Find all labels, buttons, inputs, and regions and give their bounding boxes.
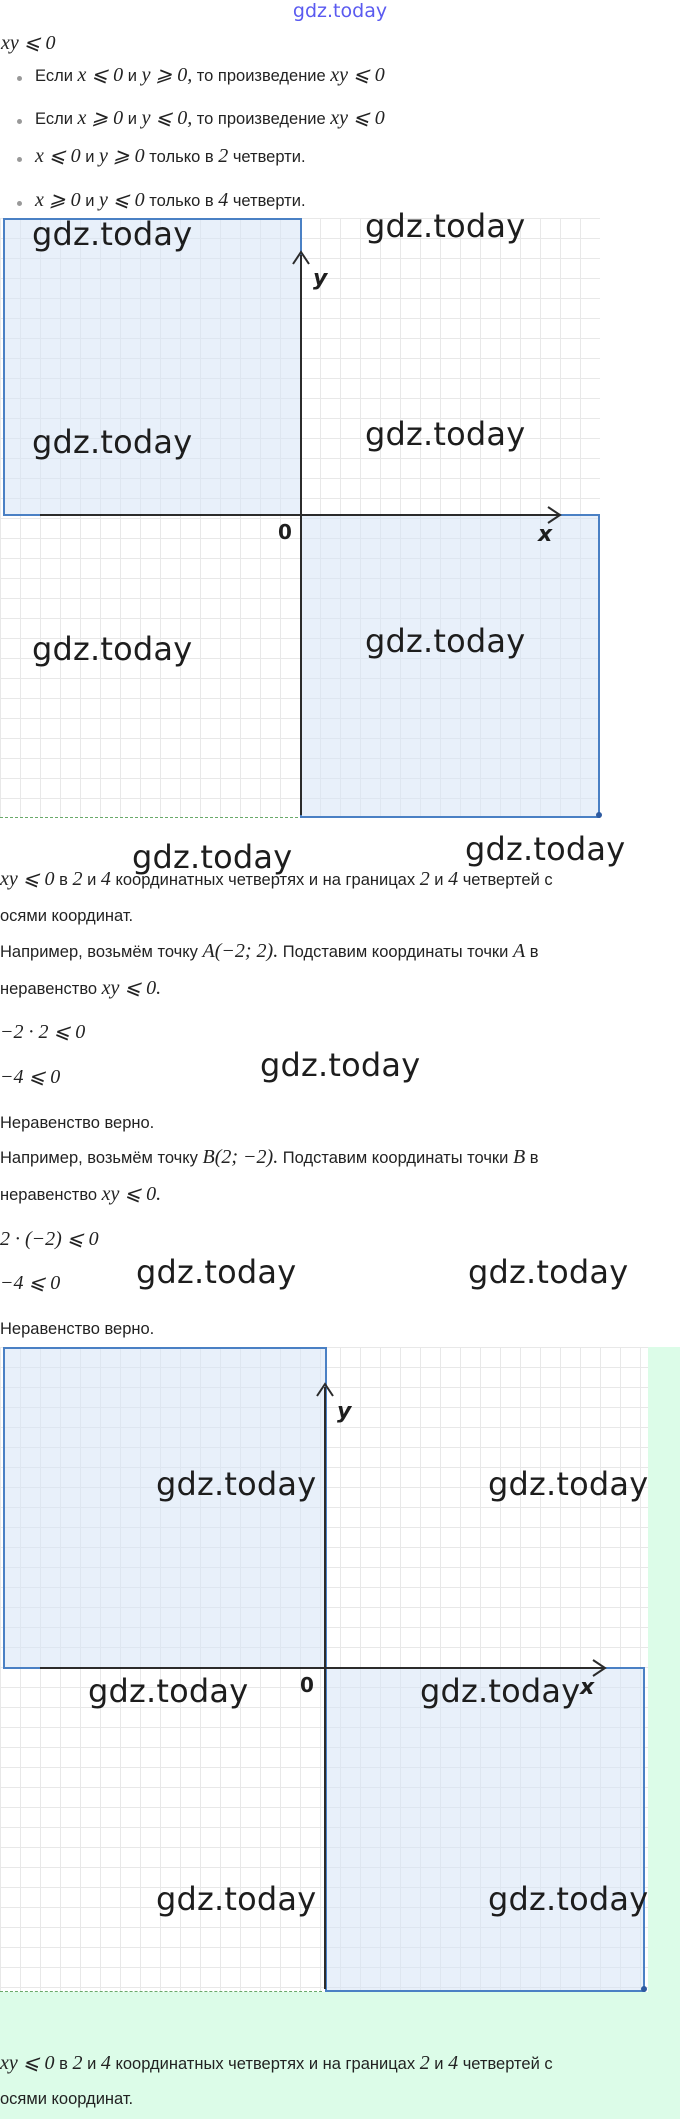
text: только в	[149, 192, 214, 210]
watermark: gdz.today	[465, 830, 626, 868]
math: y ⩽ 0,	[141, 107, 193, 129]
y-axis-label: y	[337, 1399, 352, 1424]
bullet-text	[35, 107, 385, 130]
math: B	[512, 1146, 526, 1168]
text: Например, возьмём точку	[0, 943, 198, 961]
result-text: Неравенство верно.	[0, 1320, 155, 1338]
text: и	[127, 67, 137, 85]
watermark: gdz.today	[488, 1465, 649, 1503]
text: Если	[35, 110, 73, 128]
text: Если	[35, 67, 73, 85]
watermark: gdz.today	[32, 423, 193, 461]
x-axis-label: x	[580, 1675, 595, 1700]
watermark: gdz.today	[260, 1046, 421, 1084]
example-a-line	[0, 940, 539, 963]
watermark: gdz.today	[468, 1253, 629, 1291]
watermark: gdz.today	[365, 415, 526, 453]
dashed-boundary	[0, 1991, 322, 1992]
quadrant-2-shade	[3, 1347, 327, 1669]
quadrant-4-shade	[325, 1667, 645, 1992]
calc-a-2: −4 ⩽ 0	[0, 1066, 61, 1088]
point-dot	[596, 812, 602, 818]
y-axis-label: y	[313, 266, 328, 291]
inequality-line	[0, 1183, 161, 1206]
text: координатных четвертях и на границах	[115, 871, 416, 889]
y-axis-arrow	[291, 250, 311, 270]
bullet-dot	[17, 157, 22, 162]
math: xy ⩽ 0	[0, 2052, 55, 2074]
text: в	[529, 1149, 539, 1167]
math: xy ⩽ 0	[0, 868, 55, 890]
x-axis-label: x	[538, 522, 553, 547]
math: A	[512, 940, 526, 962]
result-text: Неравенство верно.	[0, 1114, 155, 1132]
watermark: gdz.today	[365, 207, 526, 245]
calc-a-1: −2 · 2 ⩽ 0	[0, 1021, 86, 1043]
watermark: gdz.today	[32, 630, 193, 668]
answer-line	[0, 2052, 553, 2075]
bullet-dot	[17, 76, 22, 81]
dashed-boundary	[0, 817, 298, 818]
condition: xy ⩽ 0	[1, 32, 56, 54]
math: y ⩾ 0,	[141, 64, 193, 86]
text: то произведение	[196, 67, 326, 85]
watermark: gdz.today	[420, 1672, 581, 1710]
math: x ⩽ 0	[77, 64, 124, 86]
math: 2	[419, 868, 430, 890]
watermark: gdz.today	[365, 622, 526, 660]
bullet-dot	[17, 119, 22, 124]
text: четверти.	[232, 148, 306, 166]
math: 2	[72, 2052, 83, 2074]
text: четверти.	[232, 192, 306, 210]
text: в	[59, 871, 68, 889]
bullet-text	[35, 64, 385, 87]
text: и	[434, 2055, 444, 2073]
math: B(2; −2).	[202, 1146, 279, 1168]
bullet-text	[35, 189, 306, 212]
text: неравенство	[0, 1186, 98, 1204]
watermark: gdz.today	[132, 838, 293, 876]
origin-label: 0	[278, 520, 292, 544]
y-axis	[324, 1387, 326, 1989]
math: 2	[72, 868, 83, 890]
text: и	[85, 148, 95, 166]
text: и	[434, 871, 444, 889]
math: 4	[218, 189, 229, 211]
text: четвертей с	[462, 871, 553, 889]
y-axis	[300, 255, 302, 815]
math: xy ⩽ 0	[330, 107, 385, 129]
math: x ⩽ 0	[35, 145, 81, 167]
calc-b-2: −4 ⩽ 0	[0, 1272, 61, 1294]
math: 4	[100, 2052, 111, 2074]
conclusion-line	[0, 868, 553, 891]
text: и	[87, 871, 97, 889]
math: y ⩽ 0	[99, 189, 145, 211]
y-axis-arrow	[315, 1382, 335, 1402]
text: неравенство	[0, 980, 98, 998]
math: y ⩾ 0	[99, 145, 145, 167]
watermark: gdz.today	[32, 215, 193, 253]
watermark: gdz.today	[156, 1465, 317, 1503]
math: 4	[100, 868, 111, 890]
math: 4	[448, 868, 459, 890]
inequality-line	[0, 977, 161, 1000]
conclusion-line-2: осями координат.	[0, 907, 134, 925]
text: координатных четвертях и на границах	[115, 2055, 416, 2073]
text: в	[59, 2055, 68, 2073]
text: в	[529, 943, 539, 961]
quadrant-2-shade	[3, 218, 302, 516]
math: A(−2; 2).	[202, 940, 279, 962]
text: и	[127, 110, 137, 128]
text: Подставим координаты точки	[282, 1149, 509, 1167]
bullet-text	[35, 145, 306, 168]
watermark: gdz.today	[88, 1672, 249, 1710]
watermark: gdz.today	[488, 1880, 649, 1918]
text: только в	[149, 148, 214, 166]
point-dot	[641, 1986, 647, 1992]
text: и	[85, 192, 95, 210]
origin-label: 0	[300, 1673, 314, 1697]
watermark: gdz.today	[156, 1880, 317, 1918]
site-header[interactable]: gdz.today	[292, 0, 388, 22]
calc-b-1: 2 · (−2) ⩽ 0	[0, 1228, 99, 1250]
text: и	[87, 2055, 97, 2073]
example-b-line	[0, 1146, 539, 1169]
math: x ⩾ 0	[77, 107, 124, 129]
math: xy ⩽ 0.	[101, 977, 162, 999]
answer-line-2: осями координат.	[0, 2090, 134, 2108]
math: x ⩾ 0	[35, 189, 81, 211]
x-axis	[40, 1667, 605, 1669]
math: 4	[448, 2052, 459, 2074]
quadrant-4-shade	[300, 514, 600, 818]
text: Например, возьмём точку	[0, 1149, 198, 1167]
math: 2	[419, 2052, 430, 2074]
bullet-dot	[17, 201, 22, 206]
watermark: gdz.today	[136, 1253, 297, 1291]
math: xy ⩽ 0.	[101, 1183, 162, 1205]
text: четвертей с	[462, 2055, 553, 2073]
text: Подставим координаты точки	[282, 943, 509, 961]
math: 2	[218, 145, 229, 167]
text: то произведение	[196, 110, 326, 128]
math: xy ⩽ 0	[330, 64, 385, 86]
